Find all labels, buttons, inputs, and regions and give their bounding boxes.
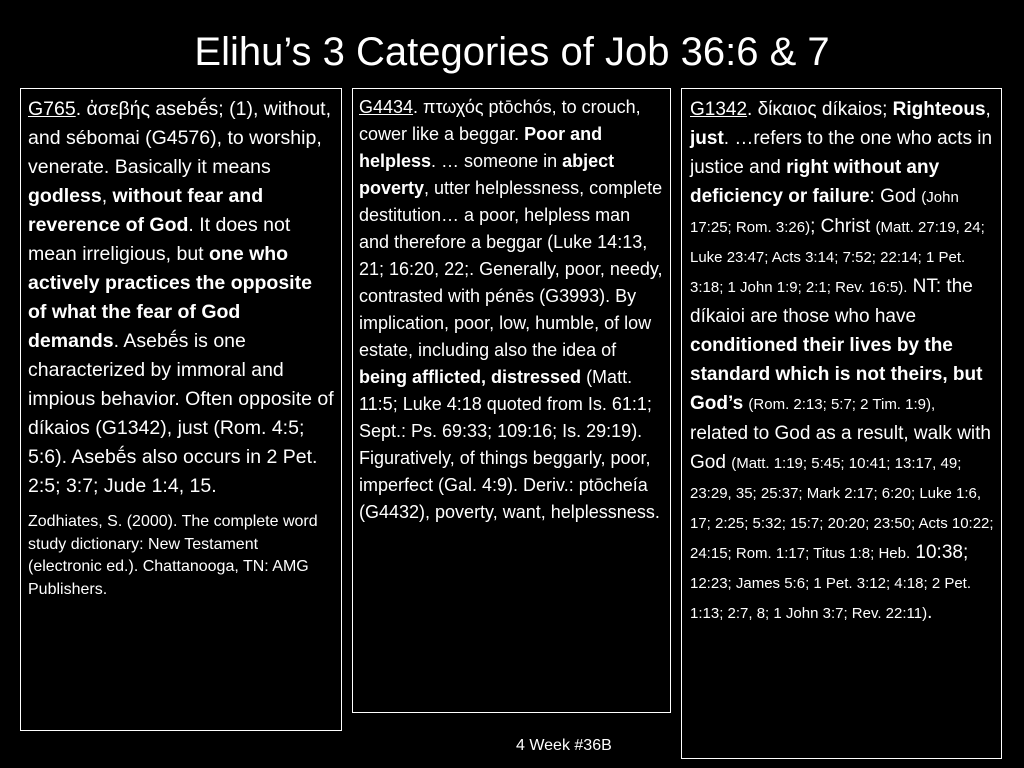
text-run: , utter helplessness, complete destitution… a poor, helpless man and therefore a beggar (Luke 14:13, 21; 16:20, 22;. Generally, poor, needy, contrasted with pénēs (G3993). By implication, poor, low, humble, of low estate, including also the idea of: [359, 178, 663, 360]
reference-run: (Rom. 2:13; 5:7; 2 Tim. 1:9),: [748, 396, 936, 413]
citation: Zodhiates, S. (2000). The complete word study dictionary: New Testament (electronic ed.). Chattanooga, TN: AMG Publishers.: [28, 513, 318, 598]
bold-run: godless: [28, 185, 102, 207]
text-run: .: [927, 602, 933, 623]
strongs-link-g765[interactable]: G765: [28, 98, 76, 120]
bold-run: abject poverty: [359, 151, 615, 198]
bold-run: being afflicted, distressed: [359, 367, 582, 387]
text-run: . … someone in: [431, 151, 563, 171]
reference-run: (John 17:25; Rom. 3:26): [690, 189, 959, 236]
text-run: ,: [985, 99, 991, 120]
definition-box-ptochos: [352, 88, 671, 713]
slide-title: Elihu’s 3 Categories of Job 36:6 & 7: [194, 30, 830, 74]
strongs-link-g4434[interactable]: G4434: [359, 97, 414, 117]
definition-text: [690, 95, 995, 628]
text-run: . …refers to the one who acts in justice and: [690, 128, 993, 178]
bold-run: Poor and helpless: [359, 124, 603, 171]
text-run: (Matt. 11:5; Luke 4:18 quoted from Is. 61:1; Sept.: Ps. 69:33; 109:16; Is. 29:19). Figuratively, of things beggarly, poor, imperfect (Gal. 4:9). Deriv.: ptōcheía (G4432), poverty, want, helplessness.: [359, 367, 660, 522]
bold-run: one who actively practices the opposite of what the fear of God demands: [28, 243, 312, 352]
text-run: . πτωχός ptōchós, to crouch, cower like a beggar.: [359, 97, 641, 144]
text-run: ,: [101, 185, 113, 207]
reference-run: 12:23; James 5:6; 1 Pet. 3:12; 4:18; 2 Pet. 1:13; 2:7, 8; 1 John 3:7; Rev. 22:11): [690, 575, 972, 622]
definition-text: [28, 95, 334, 501]
bold-run: right without any deficiency or failure: [690, 157, 940, 207]
text-run: 10:38;: [910, 542, 969, 563]
text-run: : God: [869, 186, 922, 207]
text-run: . ἀσεβής asebḗs; (1), without, and sébomai (G4576), to worship, venerate. Basically it means: [28, 98, 332, 178]
text-run: related to God as a result, walk with God: [690, 423, 991, 473]
slide-footer: 4 Week #36B: [516, 737, 612, 754]
strongs-link-g1342[interactable]: G1342: [690, 99, 748, 120]
text-run: . Asebḗs is one characterized by immoral and impious behavior. Often opposite of díkaios (G1342), just (Rom. 4:5; 5:6). Asebḗs also occurs in 2 Pet. 2:5; 3:7; Jude 1:4, 15.: [28, 330, 334, 497]
bold-run: just: [690, 128, 724, 149]
text-run: ; Christ: [810, 216, 876, 237]
bold-run: without fear and reverence of God: [28, 185, 264, 236]
reference-run: (Matt. 27:19, 24; Luke 23:47; Acts 3:14; 7:52; 22:14; 1 Pet. 3:18; 1 John 1:9; 2:1; Rev. 16:5).: [690, 219, 985, 296]
definition-box-asebes: [20, 88, 342, 731]
definition-box-dikaios: [681, 88, 1002, 759]
text-run: . δίκαιος díkaios;: [747, 99, 893, 120]
bold-run: Righteous: [892, 99, 986, 120]
text-run: NT: the díkaioi are those who have: [690, 276, 973, 327]
text-run: . It does not mean irreligious, but: [28, 214, 291, 265]
reference-run: (Matt. 1:19; 5:45; 10:41; 13:17, 49; 23:29, 35; 25:37; Mark 2:17; 6:20; Luke 1:6, 17; 2:25; 5:32; 15:7; 20:20; 23:50; Acts 10:22; 24:15; Rom. 1:17; Titus 1:8; Heb.: [690, 455, 994, 562]
bold-run: conditioned their lives by the standard which is not theirs, but God’s: [690, 335, 983, 414]
definition-text: [359, 94, 665, 526]
